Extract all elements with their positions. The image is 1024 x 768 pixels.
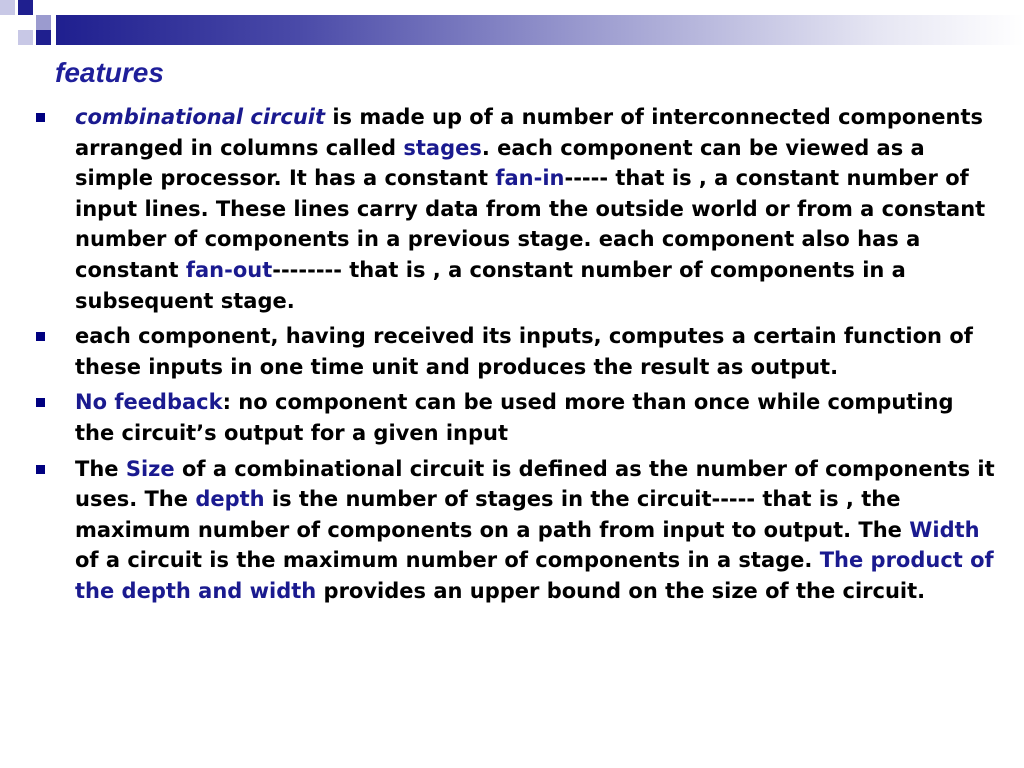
term-highlight: Size [125, 456, 175, 481]
square-bullet-icon [36, 113, 45, 122]
square-bullet-icon [36, 332, 45, 341]
bullet-text: of a combinational circuit is defined as the number of components it uses. The [75, 456, 995, 512]
term-highlight: fan-in [495, 166, 565, 191]
decor-square [0, 0, 15, 15]
bullet-item [36, 387, 996, 448]
decor-square [18, 30, 33, 45]
bullet-text: . each component can be viewed as a simple processor. It has a constant [75, 135, 925, 191]
term-highlight: The product of the depth and width [75, 548, 994, 603]
term-highlight: No feedback [75, 390, 223, 415]
square-bullet-icon [36, 465, 45, 474]
bullet-text: : no component can be used more than once while computing the circuit’s output for a given input [75, 390, 954, 445]
bullet-text: each component, having received its inputs, computes a certain function of these inputs in one time unit and produces the result as output. [75, 324, 973, 379]
slide-title: features [55, 57, 164, 88]
decor-square [36, 30, 51, 45]
bullet-text: is made up of a number of interconnected components arranged in columns called [75, 105, 984, 160]
header-gradient-bar [56, 15, 1024, 45]
bullet-text: The [75, 456, 126, 481]
bullet-text: of a circuit is the maximum number of components in a stage. [75, 548, 820, 573]
decor-square [18, 0, 33, 15]
term-highlight: combinational circuit [75, 105, 326, 129]
square-bullet-icon [36, 398, 45, 407]
term-highlight: stages [403, 135, 482, 160]
bullet-list [36, 102, 996, 612]
bullet-text: ----- that is , a constant number of input lines. These lines carry data from the outside world or from a constant number of components in a previous stage. each component also has a constant [75, 166, 986, 282]
bullet-item [36, 454, 996, 607]
bullet-text: is the number of stages in the circuit----- that is , the maximum number of components on a path from input to output. The [75, 487, 910, 542]
bullet-text: provides an upper bound on the size of the circuit. [316, 578, 926, 603]
term-highlight: Width [909, 517, 980, 542]
decor-square [36, 15, 51, 30]
bullet-text: -------- that is , a constant number of components in a subsequent stage. [75, 257, 906, 313]
bullet-item [36, 321, 996, 382]
term-highlight: depth [195, 487, 265, 512]
bullet-item [36, 102, 996, 316]
term-highlight: fan-out [185, 257, 273, 282]
